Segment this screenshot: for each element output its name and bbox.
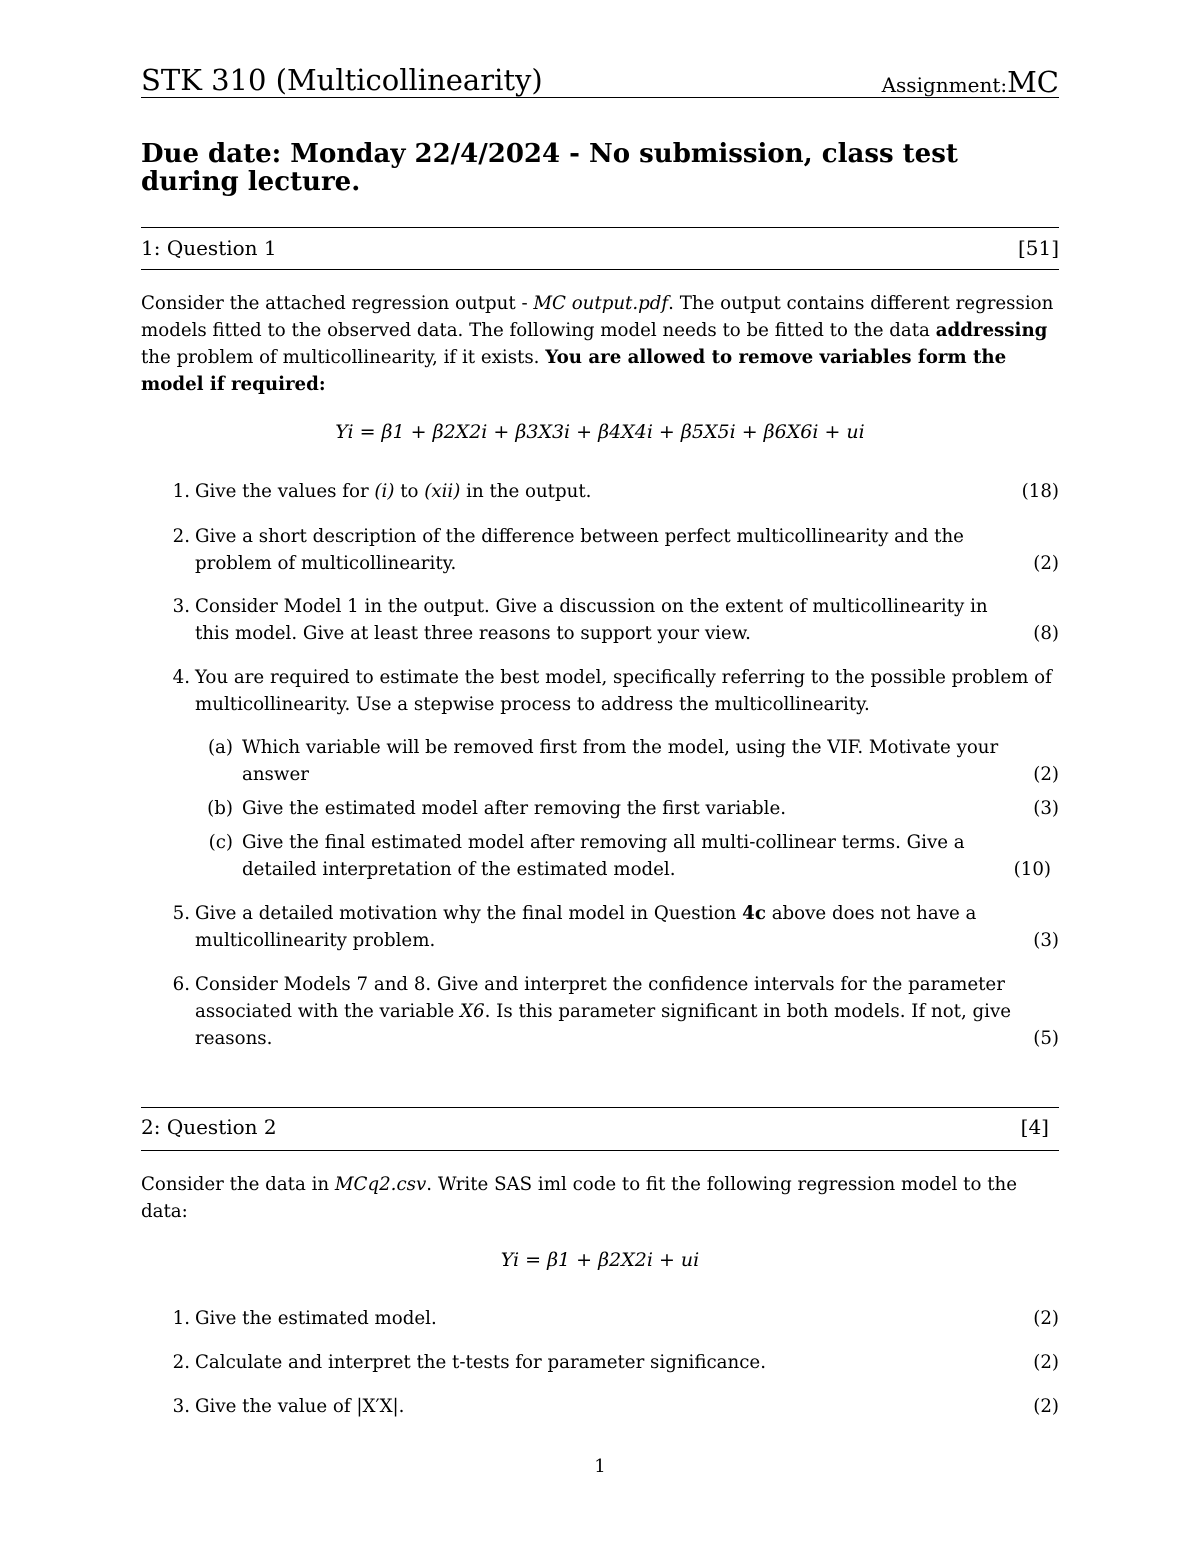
list-item bbox=[160, 1305, 1059, 1332]
subitem-number: (b) bbox=[207, 798, 233, 819]
item-marks: (2) bbox=[1033, 553, 1059, 574]
subitem-text: Give the estimated model after removing the first variable. bbox=[242, 798, 787, 819]
page-number: 1 bbox=[594, 1456, 606, 1477]
item-text-part: above does not have a multicollinearity problem. bbox=[195, 903, 977, 951]
list-item bbox=[160, 523, 1059, 577]
list-subitem bbox=[195, 734, 1059, 788]
question2-intro bbox=[141, 1171, 1066, 1225]
intro-text: . Write SAS iml code to fit the following regression model to the data: bbox=[141, 1174, 1018, 1222]
item-number: 2. bbox=[172, 1352, 190, 1373]
item-marks: (2) bbox=[1033, 1308, 1059, 1329]
item-text: Calculate and interpret the t-tests for parameter significance. bbox=[195, 1352, 766, 1373]
equation-text: Yi = β1 + β2X2i + ui bbox=[500, 1249, 700, 1271]
intro-text: the problem of multicollinearity, if it exists. bbox=[141, 347, 546, 368]
item-bold: 4c bbox=[742, 903, 766, 924]
item-number: 3. bbox=[172, 1396, 190, 1417]
equation-text: Yi = β1 + β2X2i + β3X3i + β4X4i + β5X5i + β6X6i + ui bbox=[335, 421, 865, 443]
list-item bbox=[160, 1349, 1059, 1376]
question2-heading bbox=[141, 1114, 1059, 1140]
subitem-marks: (3) bbox=[1033, 798, 1059, 819]
intro-filename: MCq2.csv bbox=[334, 1174, 427, 1195]
item-text: Consider Model 1 in the output. Give a discussion on the extent of multicollinearity in this model. Give at least three reasons to support your view. bbox=[195, 596, 988, 644]
subitem-text: Give the final estimated model after removing all multi-collinear terms. Give a detailed interpretation of the estimated model. bbox=[242, 832, 965, 880]
assignment-label-text: Assignment: bbox=[881, 73, 1008, 97]
item-marks: (5) bbox=[1033, 1028, 1059, 1049]
question2-marks: [4] bbox=[1020, 1115, 1049, 1139]
item-number: 3. bbox=[172, 596, 190, 617]
list-item bbox=[160, 971, 1059, 1052]
item-number: 1. bbox=[172, 1308, 190, 1329]
item-number: 5. bbox=[172, 903, 190, 924]
item-text: Give the estimated model. bbox=[195, 1308, 437, 1329]
item-text-part: in the output. bbox=[460, 481, 592, 502]
question1-label: 1: Question 1 bbox=[141, 236, 277, 260]
question2-bottom-rule bbox=[141, 1150, 1059, 1151]
list-item bbox=[160, 593, 1059, 647]
subitem-text: Which variable will be removed first from the model, using the VIF. Motivate your answer bbox=[242, 737, 999, 785]
list-subitem bbox=[195, 795, 1059, 822]
item-math: (i) bbox=[374, 481, 395, 502]
item-math: X6 bbox=[460, 1001, 485, 1022]
intro-filename: MC output.pdf bbox=[533, 293, 669, 314]
question1-equation bbox=[141, 418, 1059, 446]
item-marks: (3) bbox=[1033, 930, 1059, 951]
subitem-marks: (2) bbox=[1033, 764, 1059, 785]
subitem-number: (c) bbox=[208, 832, 233, 853]
list-item bbox=[160, 478, 1059, 505]
question1-marks: [51] bbox=[1017, 236, 1059, 260]
item-number: 6. bbox=[172, 974, 190, 995]
list-item bbox=[160, 1393, 1059, 1420]
item-text-part: Give a detailed motivation why the final model in Question bbox=[195, 903, 743, 924]
item-number: 2. bbox=[172, 526, 190, 547]
document-title: STK 310 (Multicollinearity) bbox=[141, 63, 543, 97]
item-text bbox=[195, 900, 1059, 954]
intro-bold: You are allowed to remove variables form the model if required: bbox=[141, 347, 1007, 395]
item-text-part: Consider Models 7 and 8. Give and interpret the confidence intervals for the parameter associated with the variable bbox=[195, 974, 1005, 1022]
intro-bold: addressing bbox=[935, 320, 1048, 341]
item-text-part: to bbox=[394, 481, 425, 502]
item-marks: (2) bbox=[1033, 1352, 1059, 1373]
question1-bottom-rule bbox=[141, 269, 1059, 270]
question1-heading bbox=[141, 235, 1059, 261]
intro-text: Consider the attached regression output - bbox=[141, 293, 534, 314]
item-marks: (8) bbox=[1033, 623, 1059, 644]
item-math: (xii) bbox=[424, 481, 461, 502]
item-marks: (18) bbox=[1021, 481, 1059, 502]
question1-intro bbox=[141, 290, 1066, 398]
item-text-part: Give the values for bbox=[195, 481, 375, 502]
subitem-marks: (10) bbox=[1013, 859, 1051, 880]
intro-text: . The output contains different regression models fitted to the observed data. The following model needs to be fitted to the data bbox=[141, 293, 1054, 341]
item-text: Give a short description of the difference between perfect multicollinearity and the problem of multicollinearity. bbox=[195, 526, 964, 574]
item-text: You are required to estimate the best model, specifically referring to the possible problem of multicollinearity. Use a stepwise process to address the multicollinearity. bbox=[195, 667, 1052, 715]
question2-equation bbox=[141, 1246, 1059, 1274]
question2-top-rule bbox=[141, 1107, 1059, 1108]
assignment-code: MC bbox=[1007, 65, 1059, 99]
due-date: Due date: Monday 22/4/2024 - No submission, class test during lecture. bbox=[141, 139, 958, 197]
item-text-part: . Is this parameter significant in both models. If not, give reasons. bbox=[195, 1001, 1012, 1049]
item-number: 1. bbox=[172, 481, 190, 502]
item-text: Give the value of |X′X|. bbox=[195, 1396, 405, 1417]
list-subitem bbox=[195, 829, 1059, 883]
question2-label: 2: Question 2 bbox=[141, 1115, 277, 1139]
subitem-number: (a) bbox=[207, 737, 233, 758]
question1-top-rule bbox=[141, 227, 1059, 228]
header-rule bbox=[141, 97, 1059, 98]
list-item bbox=[160, 900, 1059, 954]
intro-text: Consider the data in bbox=[141, 1174, 335, 1195]
item-number: 4. bbox=[172, 667, 190, 688]
item-text bbox=[195, 478, 1059, 505]
list-item bbox=[160, 664, 1059, 718]
item-text bbox=[195, 971, 1059, 1052]
item-marks: (2) bbox=[1033, 1396, 1059, 1417]
